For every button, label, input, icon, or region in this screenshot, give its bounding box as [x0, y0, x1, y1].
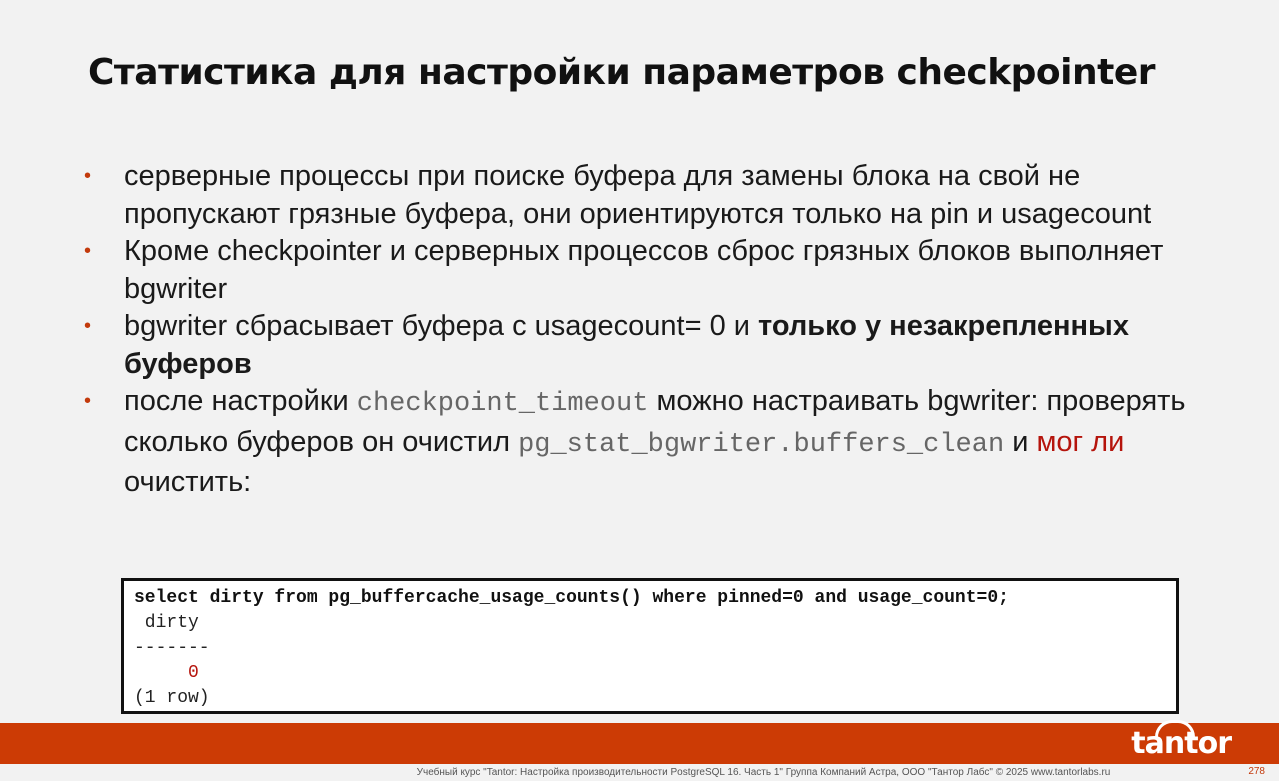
highlight-text: мог ли	[1036, 425, 1125, 458]
result-separator: -------	[134, 638, 210, 658]
bullet-text: bgwriter сбрасывает буфера с usagecount= 0 и	[124, 310, 759, 342]
bullet-dot-icon: •	[84, 240, 92, 262]
bullet-text: Кроме checkpointer и серверных процессов сброс грязных блоков выполняет bgwriter	[124, 235, 1164, 305]
bullet-list	[82, 158, 1212, 502]
bullet-item	[82, 158, 1212, 233]
footer-caption: Учебный курс "Tantor: Настройка производительности PostgreSQL 16. Часть 1" Группа Компаний Астра, ООО "Тантор Лабс" © 2025 www.tantorlabs.ru	[416, 767, 1111, 778]
slide-title: Статистика для настройки параметров checkpointer	[88, 52, 1156, 93]
result-value: 0	[134, 663, 199, 683]
bullet-item	[82, 383, 1212, 502]
bullet-bold-text: только у незакрепленных буферов	[124, 310, 1129, 380]
sql-command: select dirty from pg_buffercache_usage_counts() where pinned=0 and usage_count=0;	[134, 588, 1009, 608]
bullet-dot-icon: •	[84, 315, 92, 337]
footer-text	[0, 767, 1279, 778]
bullet-item	[82, 233, 1212, 308]
footer-bar	[0, 723, 1279, 764]
inline-code-checkpoint-timeout: checkpoint_timeout	[356, 389, 649, 419]
page-number: 278	[1248, 766, 1265, 777]
result-row-count: (1 row)	[134, 688, 210, 708]
bullet-item	[82, 308, 1212, 383]
bullet-dot-icon: •	[84, 165, 92, 187]
bullet-text: и	[1004, 425, 1037, 458]
bullet-text: серверные процессы при поиске буфера для замены блока на свой не пропускают грязные буфера, они ориентируются только на pin и usagecount	[124, 160, 1152, 230]
bullet-text: можно настраивать bgwriter: проверять сколько буферов он очистил	[124, 385, 1186, 458]
tantor-logo: tantor	[1131, 726, 1231, 761]
code-block	[121, 578, 1179, 714]
bullet-dot-icon: •	[84, 390, 92, 412]
inline-code-buffers-clean: pg_stat_bgwriter.buffers_clean	[518, 429, 1005, 460]
bullet-text: очистить:	[124, 466, 252, 498]
bullet-text: после настройки	[124, 385, 357, 417]
result-header: dirty	[134, 613, 199, 633]
